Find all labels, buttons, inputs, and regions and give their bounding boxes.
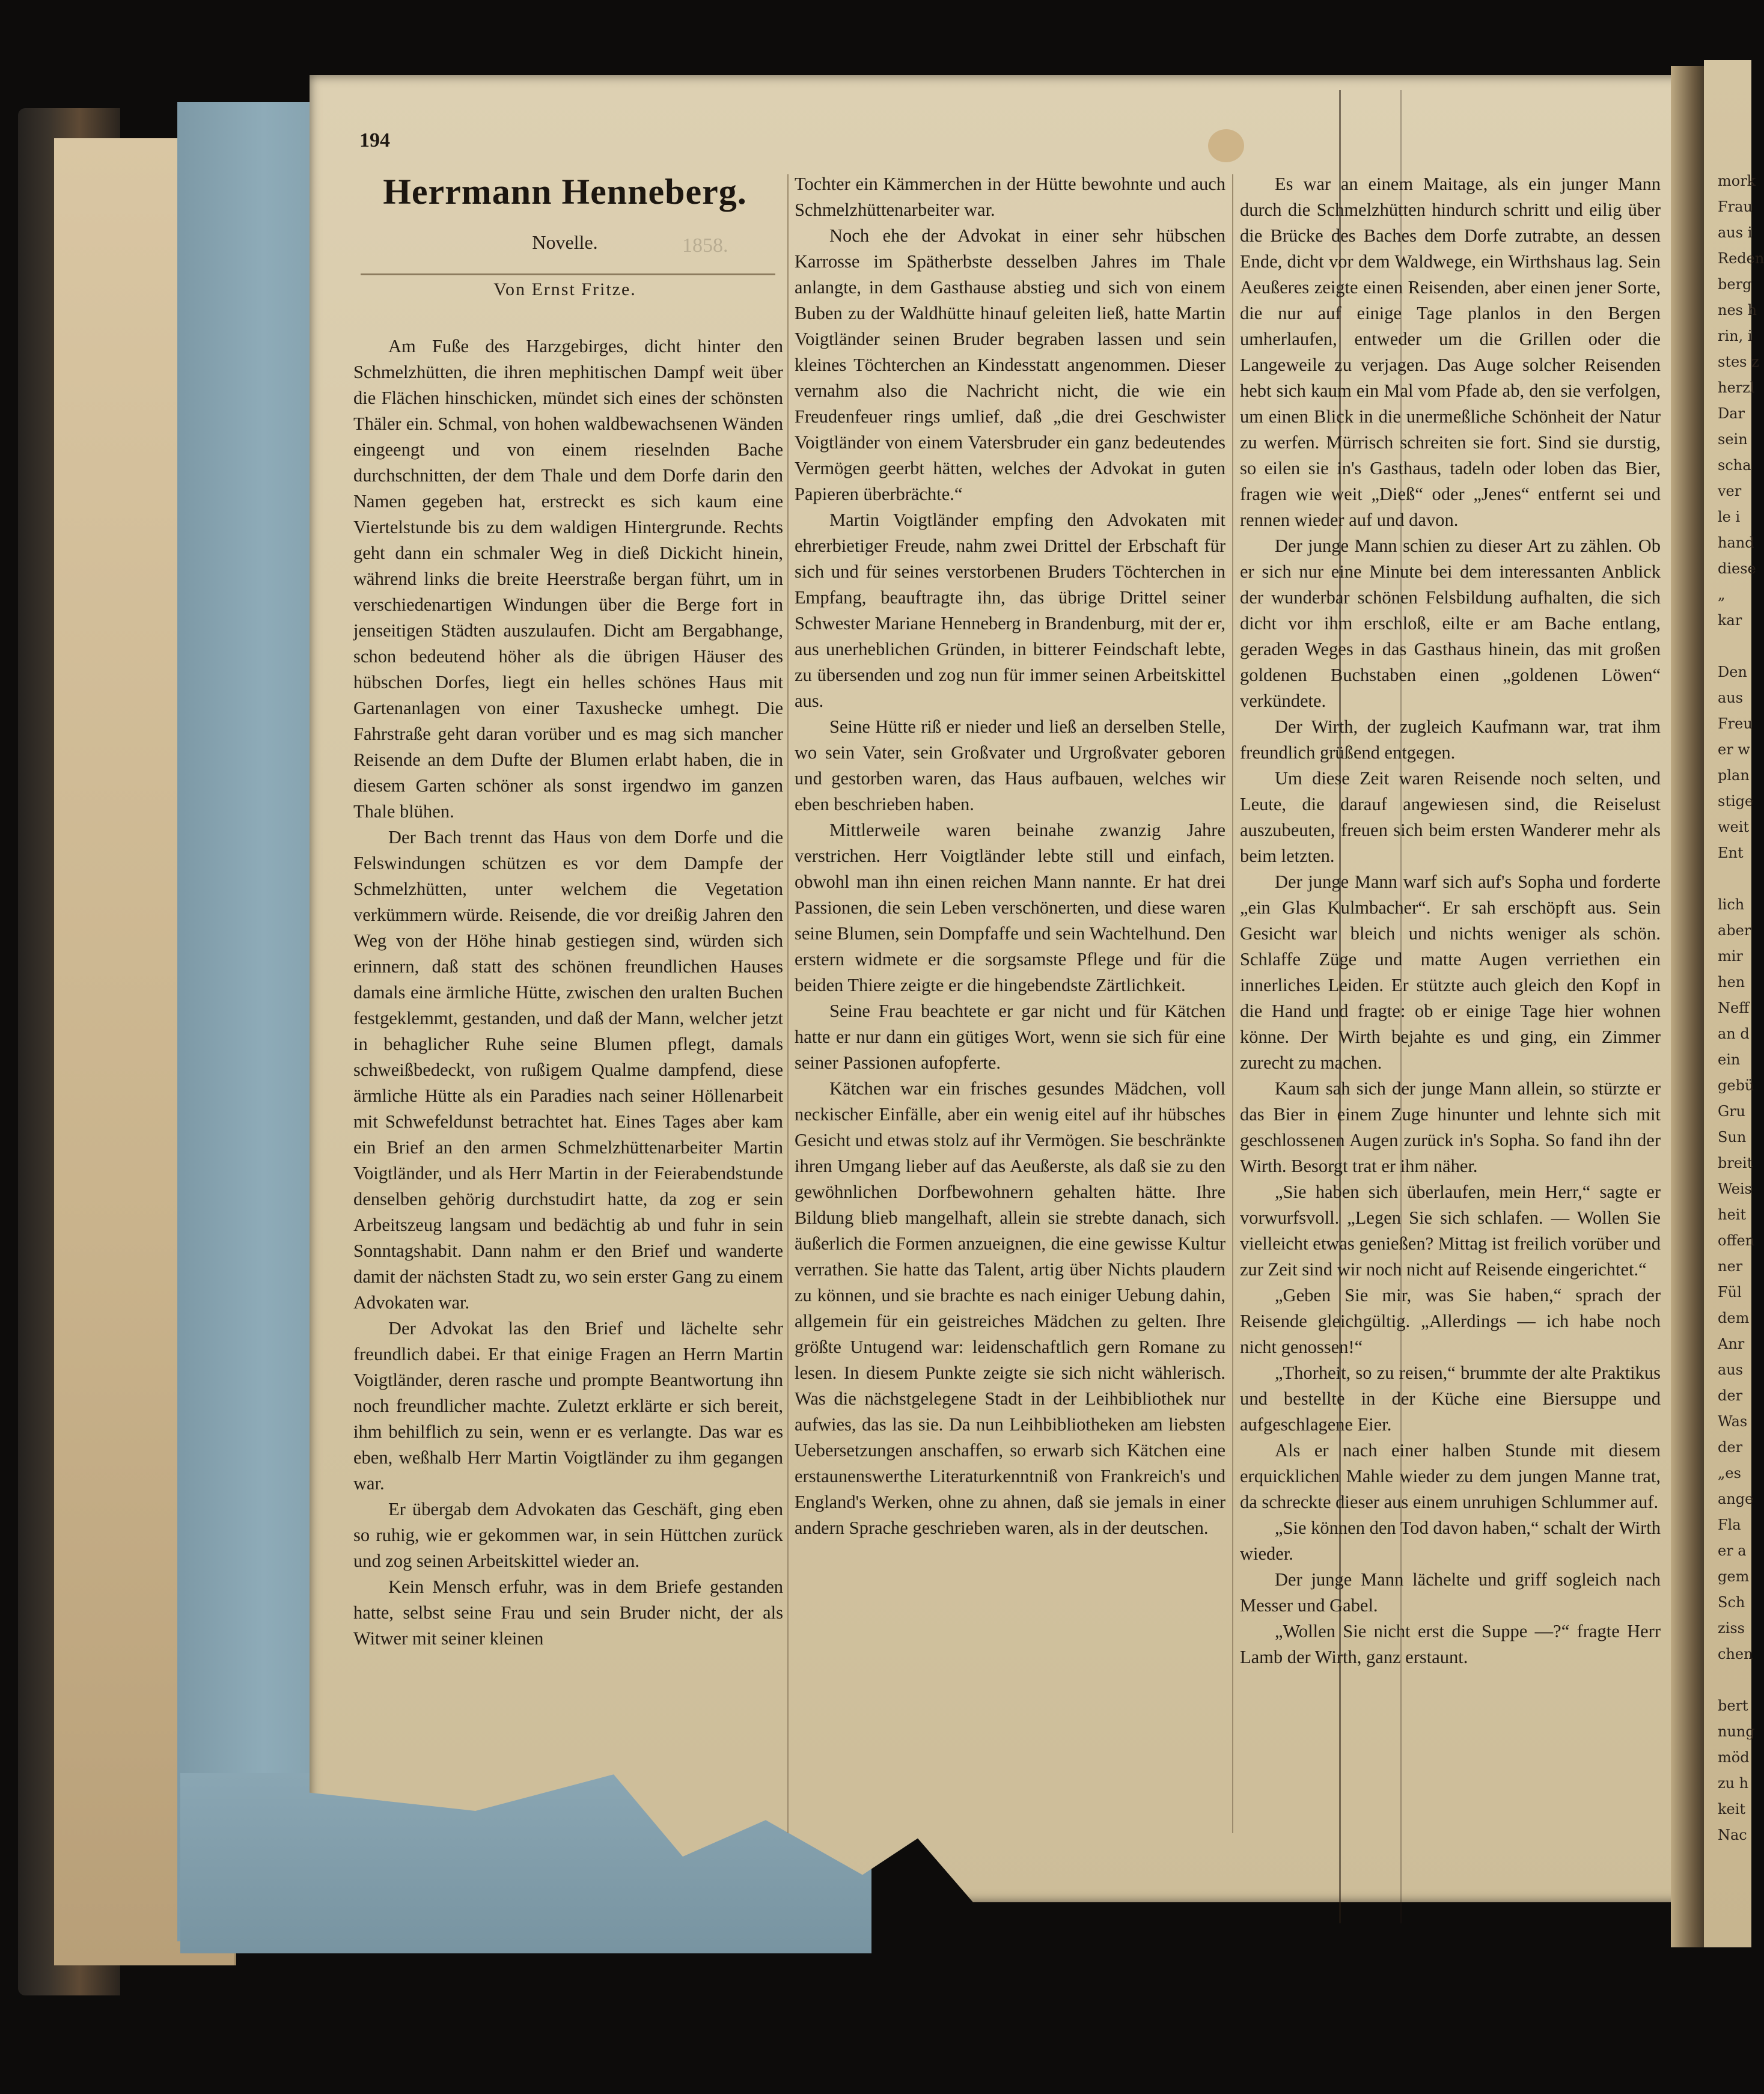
paragraph: „Sie haben sich überlaufen, mein Herr,“ sagte er vorwurfsvoll. „Legen Sie sich schlafen. — Wollen Sie vielleicht etwas genießen? Mittag ist freilich vorüber und zur Zeit sind wir noch nicht auf Reisende eingerichtet.“ [1240,1182,1661,1280]
paragraph: Der junge Mann warf sich auf's Sopha und forderte „ein Glas Kulmbacher“. Er sah erschöpft aus. Sein Gesicht war bleich und nichts weniger als schön. Schlaffe Züge und matte Augen verriethen ein innerliches Leiden. Er stützte auch gleich den Kopf in die Hand und fragte: ob er einige Tage hier wohnen könne. Der Wirth bejahte es und ging, ein Zimmer zurecht zu machen. [1240,871,1661,1073]
story-byline: Von Ernst Fritze. [493,279,636,299]
paragraph: Martin Voigtländer empfing den Advokaten mit ehrerbietiger Freude, nahm zwei Drittel der Erbschaft für sich und für seines verstorbenen Bruders Töchterchen in Empfang, beauftragte ihn, das übrige Drittel seiner Schwester Mariane Henneberg in Brandenburg, mit der er, aus unerheblichen Gründen, in bitterer Feindschaft lebte, zu übersenden und zog nun für immer seinen Arbeitskittel aus. [795,510,1225,711]
story-title: Herrmann Henneberg. [383,172,747,212]
paragraph: Er übergab dem Advokaten das Geschäft, ging eben so ruhig, wie er gekommen war, in sein Hüttchen zurück und zog seinen Arbeitskittel wieder an. [353,1499,783,1571]
text-column-3 [1240,171,1661,1670]
paragraph: „Wollen Sie nicht erst die Suppe —?“ fragte Herr Lamb der Wirth, ganz erstaunt. [1240,1621,1661,1667]
paragraph: Der Bach trennt das Haus von dem Dorfe und die Felswindungen schützen es vor dem Dampfe der Schmelzhütten, unter welchem die Vegetation verkümmern würde. Reisende, die vor dreißig Jahren den Weg von der Höhe hinab gestiegen sind, würden sich erinnern, daß statt des schönen freundlichen Hauses damals eine ärmliche Hütte, zwischen den uralten Buchen festgeklemmt, gestanden, und daß der Mann, welcher jetzt in behaglicher Ruhe seine Blumen pflegt, damals schweißbedeckt, von rußigem Qualme dampfend, diese ärmliche Hütte als ein Paradies nach seiner Höllenarbeit mit Schwefeldunst betrachtet hat. Eines Tages aber kam ein Brief an den armen Schmelzhüttenarbeiter Martin Voigtländer, und als Herr Martin in der Feierabendstunde denselben gehörig durchstudirt hatte, da zog er sein Arbeitszeug langsam und bedächtig ab und fuhr in sein Sonntagshabit. Dann nahm er den Brief und wanderte damit der nächsten Stadt zu, wo sein erster Gang zu einem Advokaten war. [353,827,783,1313]
paragraph: Noch ehe der Advokat in einer sehr hübschen Karrosse im Spätherbste desselben Jahres im Thale anlangte, in dem Gasthause abstieg und sich von einem Buben zu der Waldhütte hinauf geleiten ließ, hatte Martin Voigtländer seinen Bruder begraben lassen und sein kleines Töchterchen an Kindesstatt angenommen. Dieser vernahm also die Nachricht nicht, die wie ein Freudenfeuer rings umlief, daß „die drei Geschwister Voigtländer von einem Vatersbruder ein ganz bedeutendes Vermögen geerbt hätten, welches der Advokat in guten Papieren überbrächte.“ [795,225,1225,504]
paragraph: Kaum sah sich der junge Mann allein, so stürzte er das Bier in einem Zuge hinunter und lehnte sich mit geschlossenen Augen zurück in's Sopha. So fand ihn der Wirth. Besorgt trat er ihm näher. [1240,1078,1661,1176]
paper-stain [1208,129,1244,162]
page-number: 194 [359,129,390,151]
paragraph: „Geben Sie mir, was Sie haben,“ sprach der Reisende gleichgültig. „Allerdings — ich habe noch nicht genossen!“ [1240,1285,1661,1357]
story-subtitle: Novelle. [532,231,598,253]
title-rule [361,273,775,275]
paragraph: Es war an einem Maitage, als ein junger Mann durch die Schmelzhütten hindurch schritt und eilig über die Brücke des Baches dem Dorfe zutrabte, an dessen Ende, dicht vor dem Waldwege, ein Wirthshaus lag. Sein Aeußeres zeigte einen Reisenden, aber einen jener Sorte, die nur auf einige Tage planlos in den Bergen umherlaufen, entweder um die Grillen oder die Langeweile zu verjagen. Das Auge solcher Reisenden hebt sich kaum ein Mal vom Pfade ab, den sie verfolgen, um einen Blick in die unermeßliche Schönheit der Natur zu werfen. Mürrisch schreiten sie fort. Sind sie durstig, so eilen sie in's Gasthaus, tadeln oder loben das Bier, fragen wie weit „Dieß“ oder „Jenes“ entfernt sei und rennen wieder auf und davon. [1240,174,1661,530]
paragraph: Kein Mensch erfuhr, was in dem Briefe gestanden hatte, selbst seine Frau und sein Bruder nicht, der als Witwer mit seiner kleinen [353,1577,783,1649]
paragraph: Der Wirth, der zugleich Kaufmann war, trat ihm freundlich grüßend entgegen. [1240,716,1661,763]
paragraph: Der junge Mann schien zu dieser Art zu zählen. Ob er sich nur eine Minute bei dem interessanten Anblick der wunderbar schönen Felsbildung aufhalten, die sich dicht vor ihm erschloß, eilte er am Bache entlang, geraden Weges in das Gasthaus hinein, das mit großen goldenen Buchstaben einen „goldenen Löwen“ verkündete. [1240,536,1661,711]
paragraph: Am Fuße des Harzgebirges, dicht hinter den Schmelzhütten, die ihren mephitischen Dampf weit über die Flächen hinschicken, mündet sich eines der schönsten Thäler ein. Schmal, von hohen waldbewachsenen Wänden eingeengt und von einem rieselnden Bache durchschnitten, der dem Thale und dem Dorfe darin den Namen gegeben hat, erstreckt es sich kaum eine Viertelstunde bis zu dem waldigen Hintergrunde. Rechts geht dann ein schmaler Weg in dieß Dickicht hinein, während links die breite Heerstraße bergan führt, um in verschiedenartigen Windungen über die Berge fort in jenseitigen Städten auszulaufen. Dicht am Bergabhange, schon bedeutend höher als die übrigen Häuser des hübschen Dorfes, liegt ein helles schönes Haus mit Gartenanlagen von einer Taxushecke umhegt. Die Fahrstraße geht daran vorüber und es mag sich mancher Reisende an dem Dufte der Blumen erlabt haben, die in diesem Garten schöner als sonst irgendwo im ganzen Thale blühen. [353,336,783,822]
paragraph: Um diese Zeit waren Reisende noch selten, und Leute, die darauf angewiesen sind, die Reiselust auszubeuten, freuen sich beim ersten Wanderer mehr als beim letzten. [1240,768,1661,866]
column-divider-2 [1232,174,1233,1833]
column-divider-1 [787,174,789,1833]
paragraph: Kätchen war ein frisches gesundes Mädchen, voll neckischer Einfälle, aber ein wenig eitel auf ihr hübsches Gesicht und etwas stolz auf ihr Vermögen. Sie beschränkte ihren Umgang lieber auf das Aeußerste, als daß sie zu den gewöhnlichen Dorfbewohnern gehalten hätte. Ihre Bildung blieb mangelhaft, allein sie strebte danach, sich äußerlich die Formen anzueignen, die eine gewisse Kultur verrathen. Sie hatte das Talent, artig über Nichts plaudern zu können, und sie brachte es nach einiger Uebung dahin, allgemein für ein geistreiches Mädchen zu gelten. Ihre größte Untugend war: leidenschaftlich gern Romane zu lesen. In diesem Punkte zeigte sie sich nicht wählerisch. Was die nächstgelegene Stadt in der Leihbibliothek nur aufwies, das las sie. Da nun Leihbibliotheken am liebsten Uebersetzungen anschaffen, so erwarb sich Kätchen eine erstaunenswerthe Literaturkenntniß von Frankreich's und England's Werken, ohne zu ahnen, daß sie jemals in einer andern Sprache geschrieben waren, als in der deutschen. [795,1078,1225,1538]
paragraph: Tochter ein Kämmerchen in der Hütte bewohnte und auch Schmelzhüttenarbeiter war. [795,174,1225,220]
paragraph: Seine Hütte riß er nieder und ließ an derselben Stelle, wo sein Vater, sein Großvater und Urgroßvater geboren und gestorben waren, das Haus aufbauen, welches wir eben beschrieben haben. [795,716,1225,814]
paragraph: Der Advokat las den Brief und lächelte sehr freundlich dabei. Er that einige Fragen an Herrn Martin Voigtländer, deren rasche und prompte Beantwortung ihn noch freundlicher machte. Zuletzt erklärte er sich bereit, ihm behilflich zu sein, wenn er es verlangte. Das war es eben, weßhalb Herr Martin Voigtländer zu ihm gegangen war. [353,1318,783,1494]
text-column-1 [353,334,783,1652]
paragraph: „Thorheit, so zu reisen,“ brummte der alte Praktikus und bestellte in der Küche eine Biersuppe und aufgeschlagene Eier. [1240,1363,1661,1435]
paragraph: Der junge Mann lächelte und griff sogleich nach Messer und Gabel. [1240,1569,1661,1616]
paragraph: Als er nach einer halben Stunde mit diesem erquicklichen Mahle wieder zu dem jungen Manne trat, da schreckte dieser aus einem unruhigen Schlummer auf. [1240,1440,1661,1512]
text-column-2 [795,171,1225,1541]
bleed-through-text: 1858. [682,234,728,257]
facing-page-text: mork Frau aus i Reden berg nes h rin, i stes z herzl Dar sein scha ver le i hand diese „ kar Den aus Freu er w plan stige weit Ent lich aber mir hen Neff an d ein gebü Gru Sun breit Weis heit offen ner Fül dem Anr aus der Was der „es ange Fla er a gem Sch ziss chen bert nung möd zu h keit Nac [1718,172,1764,1843]
paragraph: Seine Frau beachtete er gar nicht und für Kätchen hatte er nur dann ein gütiges Wort, wenn sie sich für eine seiner Passionen aufopferte. [795,1001,1225,1073]
paragraph: „Sie können den Tod davon haben,“ schalt der Wirth wieder. [1240,1518,1661,1564]
paragraph: Mittlerweile waren beinahe zwanzig Jahre verstrichen. Herr Voigtländer lebte still und einfach, obwohl man ihn einen reichen Mann nannte. Er hat drei Passionen, die sein Leben verschönerten, und diese waren seine Blumen, sein Dompfaffe und sein Wachtelhund. Den erstern widmete er die sorgsamste Pflege und für die beiden Thiere zeigte er die hingebendste Zärtlichkeit. [795,820,1225,995]
